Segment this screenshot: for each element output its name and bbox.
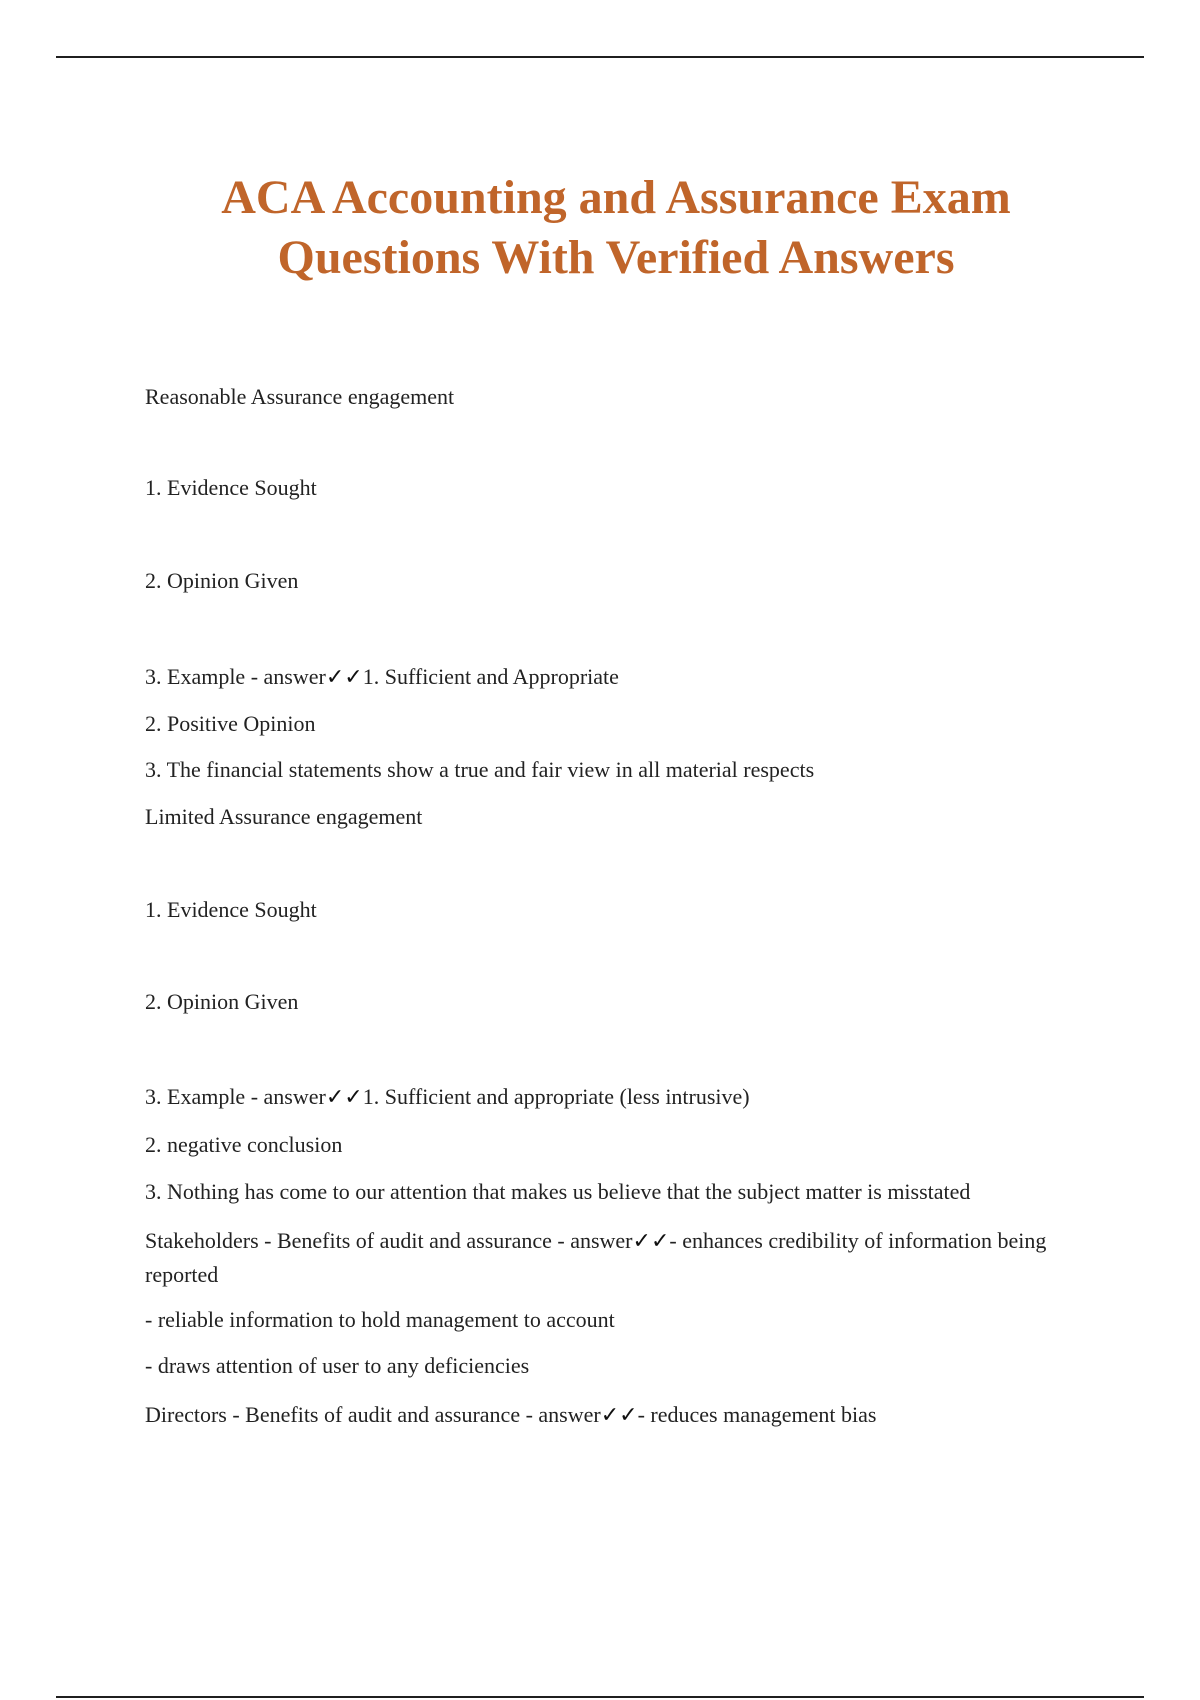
title-line-1: ACA Accounting and Assurance Exam [221, 171, 1011, 224]
double-check-icon: ✓✓ [600, 1403, 638, 1428]
double-check-icon: ✓✓ [632, 1229, 670, 1254]
directors-prefix: Directors - Benefits of audit and assurance - answer [145, 1402, 601, 1427]
directors-answer: - reduces management bias [637, 1402, 877, 1427]
top-rule [56, 56, 1144, 58]
reasonable-question-2: 2. Opinion Given [145, 568, 299, 593]
stakeholders-answer: - enhances credibility of information being reported [145, 1228, 1047, 1287]
stakeholders-benefits [145, 1224, 1085, 1291]
stakeholders-benefit-2: - reliable information to hold management to account [145, 1307, 615, 1332]
reasonable-answer-3: 3. The financial statements show a true and fair view in all material respects [145, 757, 815, 782]
limited-question-1: 1. Evidence Sought [145, 897, 317, 922]
directors-benefits [145, 1398, 1085, 1432]
limited-answer-1: 1. Sufficient and appropriate (less intrusive) [362, 1084, 750, 1109]
bottom-rule [56, 1696, 1144, 1698]
limited-question-3 [145, 1080, 1085, 1114]
reasonable-question-3 [145, 660, 1085, 694]
reasonable-question-1: 1. Evidence Sought [145, 475, 317, 500]
limited-answer-3: 3. Nothing has come to our attention that makes us believe that the subject matter is misstated [145, 1179, 971, 1204]
reasonable-answer-2: 2. Positive Opinion [145, 711, 316, 736]
document-title [0, 168, 1200, 288]
limited-q3-prefix: 3. Example - answer [145, 1084, 326, 1109]
reasonable-answer-1: 1. Sufficient and Appropriate [362, 664, 619, 689]
title-line-2: Questions With Verified Answers [277, 231, 955, 284]
double-check-icon: ✓✓ [325, 1085, 363, 1110]
limited-heading: Limited Assurance engagement [145, 804, 423, 829]
limited-answer-2: 2. negative conclusion [145, 1132, 343, 1157]
double-check-icon: ✓✓ [325, 665, 363, 690]
stakeholders-benefit-3: - draws attention of user to any deficiencies [145, 1353, 530, 1378]
stakeholders-prefix: Stakeholders - Benefits of audit and assurance - answer [145, 1228, 633, 1253]
reasonable-q3-prefix: 3. Example - answer [145, 664, 326, 689]
limited-question-2: 2. Opinion Given [145, 989, 299, 1014]
reasonable-heading: Reasonable Assurance engagement [145, 384, 455, 409]
